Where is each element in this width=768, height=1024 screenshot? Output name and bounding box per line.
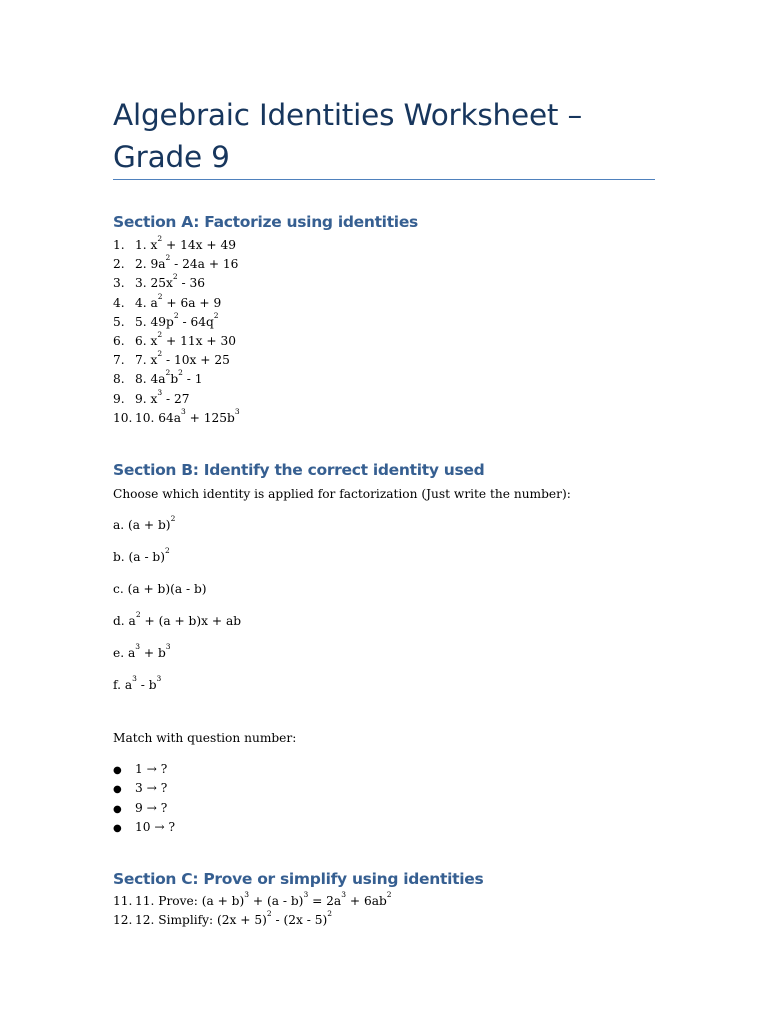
item-text: 8. $4a^2b^2 - 1$	[135, 368, 203, 387]
item-text: 5. $49p^2 - 64q^2$	[135, 310, 219, 329]
bullet-icon: ●	[113, 822, 122, 834]
item-text: 4. $a^2 + 6a + 9$	[135, 291, 222, 310]
item-number: 4.	[113, 295, 125, 310]
list-item	[113, 291, 240, 313]
match-item-text: 1 → ?	[135, 762, 168, 776]
item-text: 7. $x^2 - 10x + 25$	[135, 349, 230, 368]
item-number: 7.	[113, 353, 125, 368]
identity-option-c: c. (a + b)(a - b)	[113, 582, 207, 596]
item-text: 9. $x^3 - 27$	[135, 387, 190, 406]
section-b-intro: Choose which identity is applied for factorization (Just write the number):	[113, 487, 571, 501]
identity-option-d: d. $a^2 + (a + b)x$ + ab	[113, 610, 242, 628]
list-item	[113, 310, 240, 332]
list-item	[113, 274, 240, 293]
section-c-list	[113, 892, 392, 930]
bullet-icon: ●	[113, 765, 122, 776]
match-item-text: 3 → ?	[135, 781, 168, 796]
list-item	[113, 370, 240, 389]
match-label: Match with question number:	[113, 731, 297, 745]
item-number: 5.	[113, 314, 125, 329]
list-item	[113, 351, 240, 370]
item-text: 11. Prove: $(a + b)^3 + (a - b)^3 = 2a^3 + 6ab^2$	[135, 890, 392, 908]
item-number: 8.	[113, 372, 125, 387]
item-text: 3. $25x^2 - 36$	[135, 272, 206, 291]
item-text: 10. $64a^3 + 125b^3$	[135, 406, 240, 425]
item-text: 1. $x^2 + 14x + 49$	[135, 234, 236, 252]
item-number: 10.	[113, 410, 133, 425]
list-item	[113, 329, 240, 351]
list-item	[113, 779, 175, 798]
list-item	[113, 236, 240, 255]
list-item	[113, 406, 240, 428]
list-item	[113, 799, 175, 818]
list-item	[113, 892, 392, 911]
match-item-text: 10 → ?	[135, 819, 176, 834]
section-c-heading: Section C: Prove or simplify using identities	[113, 870, 484, 888]
list-item	[113, 760, 175, 779]
bullet-icon: ●	[113, 803, 122, 815]
list-item	[113, 818, 175, 837]
identity-option-b: b. (a - b)$^2$	[113, 546, 170, 564]
item-number: 3.	[113, 276, 125, 291]
section-b-heading: Section B: Identify the correct identity used	[113, 461, 485, 479]
item-text: 6. $x^2 + 11x + 30$	[135, 329, 236, 348]
item-text: 12. Simplify: $(2x + 5)^2 - (2x - 5)^2$	[135, 909, 333, 928]
identity-option-f: f. $a^3 - b^3$	[113, 674, 162, 692]
item-number: 11.	[113, 894, 133, 908]
identity-option-e: e. $a^3 + b^3$	[113, 642, 171, 660]
item-number: 12.	[113, 913, 133, 928]
item-text: 2. $9a^2 - 24a + 16$	[135, 253, 239, 272]
match-list	[113, 760, 175, 837]
title-underline	[113, 179, 655, 180]
item-number: 1.	[113, 238, 125, 252]
section-a-list	[113, 236, 240, 428]
list-item	[113, 387, 240, 409]
page-title: Algebraic Identities Worksheet – Grade 9	[113, 98, 583, 174]
section-a-heading: Section A: Factorize using identities	[113, 213, 418, 231]
identity-option-a: a. $(a + b)^2$	[113, 514, 176, 532]
item-number: 9.	[113, 391, 125, 406]
item-number: 2.	[113, 257, 125, 272]
bullet-icon: ●	[113, 784, 122, 796]
item-number: 6.	[113, 333, 125, 348]
match-item-text: 9 → ?	[135, 800, 168, 815]
list-item	[113, 911, 392, 930]
